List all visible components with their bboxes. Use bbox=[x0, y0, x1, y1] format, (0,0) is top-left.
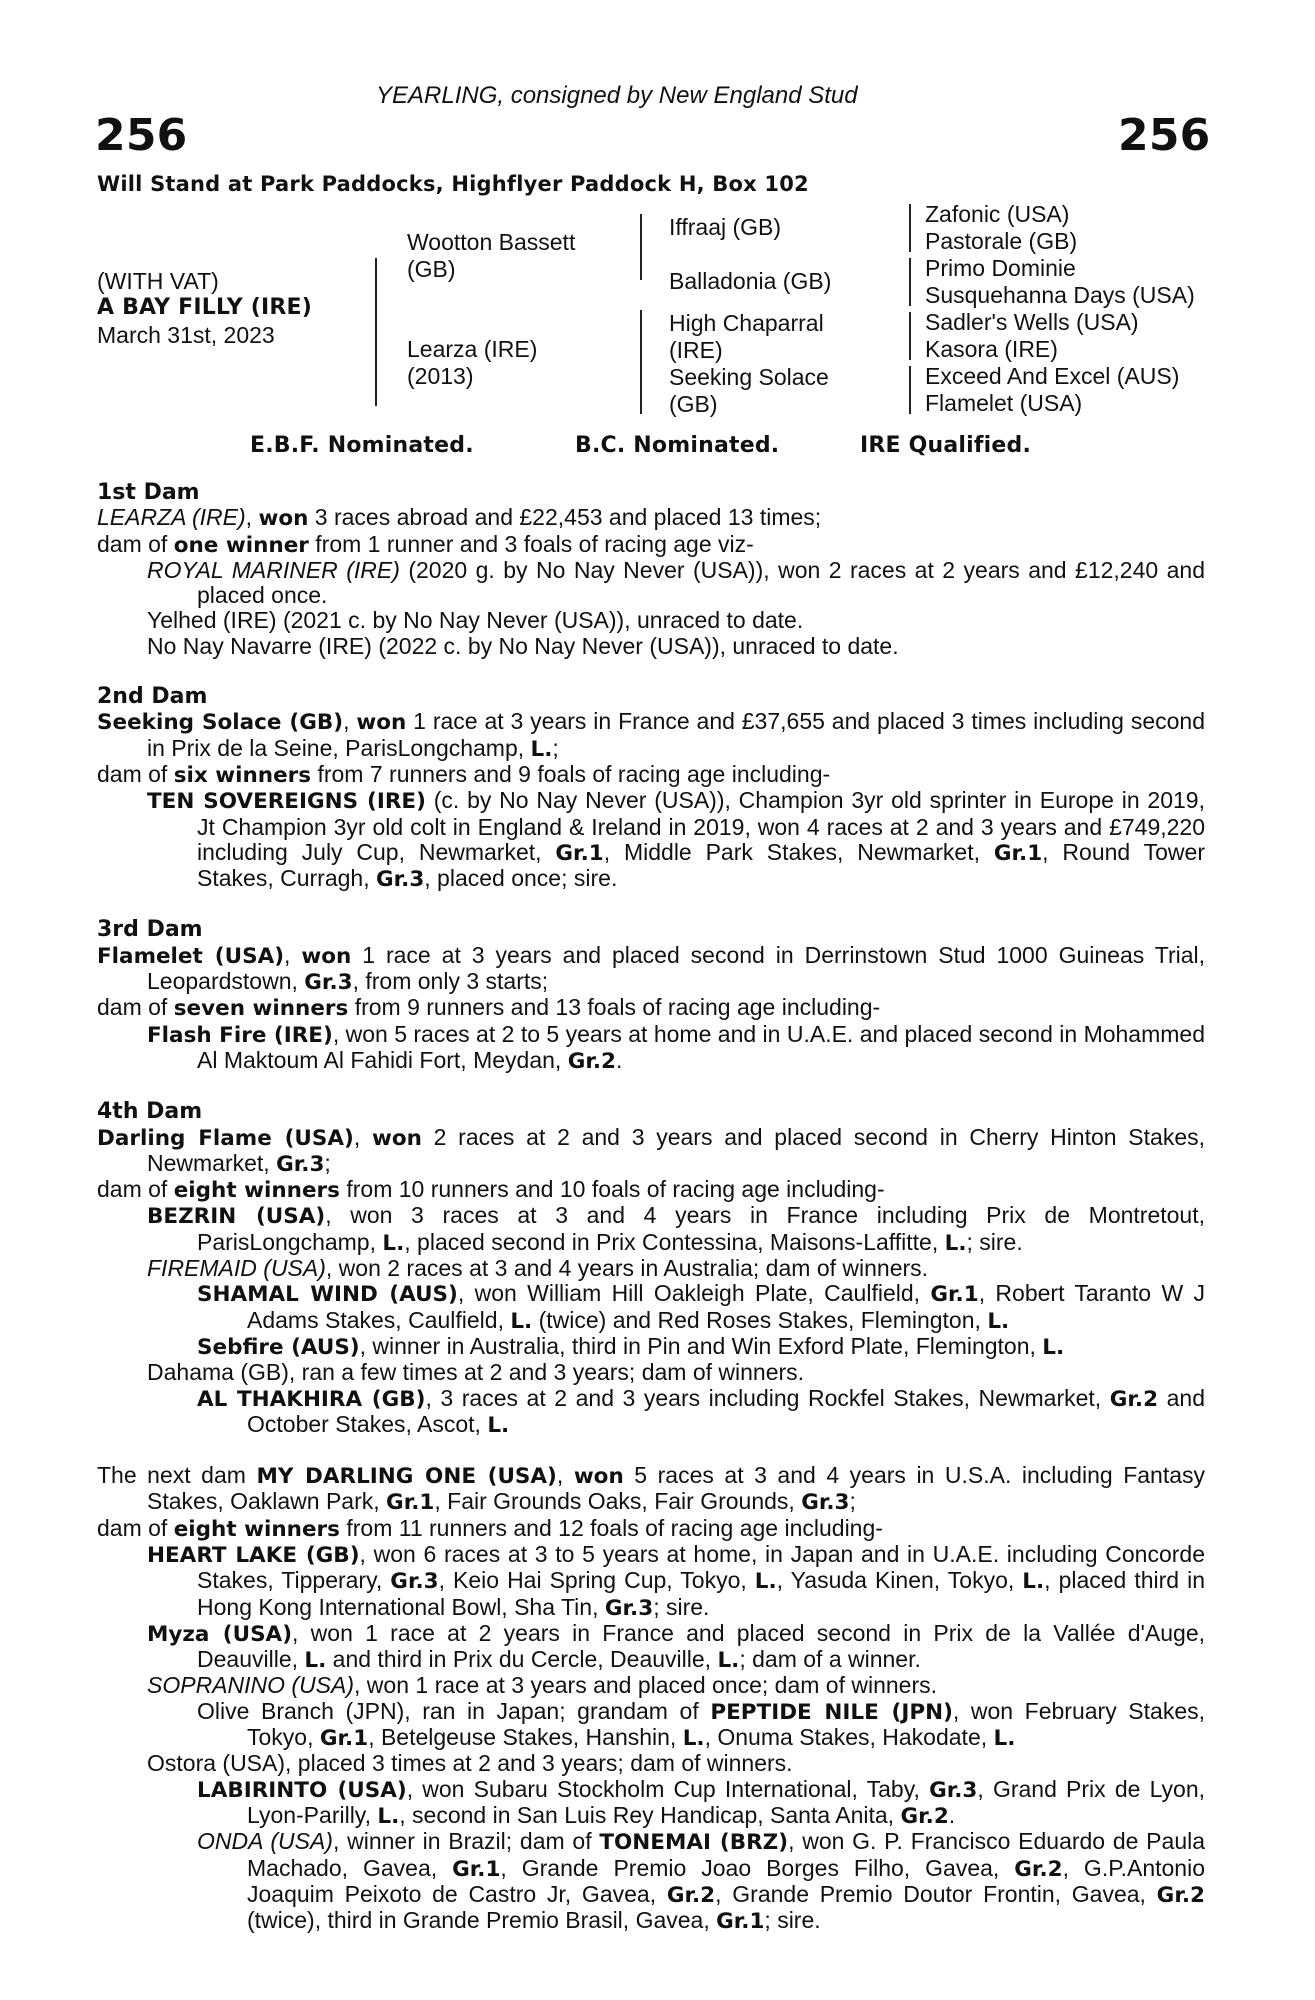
vat-note: (WITH VAT) bbox=[97, 268, 219, 294]
fourth-dam-produce-summary: dam of eight winners from 10 runners and 10 foals of racing age including- bbox=[97, 1176, 885, 1204]
pedigree-brace-1 bbox=[909, 204, 911, 252]
third-dam-produce-summary: dam of seven winners from 9 runners and 13 foals of racing age including- bbox=[97, 994, 881, 1022]
list-item: Sebfire (AUS), winner in Australia, third in Pin and Win Exford Plate, Flemington, L. bbox=[197, 1332, 1065, 1360]
list-item: SOPRANINO (USA), won 1 race at 3 years and placed once; dam of winners. bbox=[147, 1672, 938, 1699]
bc-nomination: B.C. Nominated. bbox=[575, 433, 780, 458]
list-item: BEZRIN (USA), won 3 races at 3 and 4 years in France including Prix de Montretout, ParisLongchamp, L., placed second in Prix Contessina, Maisons-Laffitte, L.; sire. bbox=[147, 1202, 1205, 1256]
list-item: ROYAL MARINER (IRE) (2020 g. by No Nay Never (USA)), won 2 races at 2 years and £12,240 and placed once. bbox=[147, 556, 1205, 609]
lot-number-left: 256 bbox=[95, 110, 188, 161]
pedigree-sire-sire: Iffraaj (GB) bbox=[669, 214, 782, 240]
pedigree-brace-dam bbox=[640, 310, 642, 414]
list-item: AL THAKHIRA (GB), 3 races at 2 and 3 years including Rockfel Stakes, Newmarket, Gr.2 and October Stakes, Ascot, L. bbox=[197, 1384, 1205, 1438]
list-item: ONDA (USA), winner in Brazil; dam of TONEMAI (BRZ), won G. P. Francisco Eduardo de Paula Machado, Gavea, Gr.1, Grande Premio Joao Borges Filho, Gavea, Gr.2, G.P.Antonio Joaquim Peixoto de Castro Jr, Gavea, Gr.2, Grande Premio Doutor Frontin, Gavea, Gr.2 (twice), third in Grande Premio Brasil, Gavea, Gr.1; sire. bbox=[197, 1828, 1206, 1935]
pedigree-brace-4 bbox=[909, 366, 911, 414]
fourth-dam-record: Darling Flame (USA), won 2 races at 2 and 3 years and placed second in Cherry Hinton Stakes, Newmarket, Gr.3; bbox=[97, 1123, 1206, 1177]
pedigree-sdd: Susquehanna Days (USA) bbox=[925, 282, 1195, 308]
list-item: Yelhed (IRE) (2021 c. by No Nay Never (USA)), unraced to date. bbox=[147, 607, 804, 634]
list-item: SHAMAL WIND (AUS), won William Hill Oakleigh Plate, Caulfield, Gr.1, Robert Taranto W J Adams Stakes, Caulfield, L. (twice) and Red Roses Stakes, Flemington, L. bbox=[197, 1280, 1205, 1334]
list-item: Olive Branch (JPN), ran in Japan; grandam of PEPTIDE NILE (JPN), won February Stakes, Tokyo, Gr.1, Betelgeuse Stakes, Hanshin, L., Onuma Stakes, Hakodate, L. bbox=[197, 1697, 1206, 1752]
second-dam-section bbox=[97, 684, 1205, 892]
pedigree-sire: Wootton Bassett (GB) bbox=[407, 229, 576, 282]
next-dam-produce-summary: dam of eight winners from 11 runners and 12 foals of racing age including- bbox=[97, 1514, 883, 1542]
list-item: Flash Fire (IRE), won 5 races at 2 to 5 years at home and in U.A.E. and placed second in Mohammed Al Maktoum Al Fahidi Fort, Meydan, Gr.2. bbox=[147, 1020, 1205, 1074]
ebf-nomination: E.B.F. Nominated. bbox=[250, 433, 474, 458]
next-dam-section bbox=[97, 1463, 1205, 1934]
pedigree-ddd: Flamelet (USA) bbox=[925, 390, 1083, 416]
lot-name: A BAY FILLY (IRE) bbox=[97, 295, 313, 320]
list-item: TEN SOVEREIGNS (IRE) (c. by No Nay Never (USA)), Champion 3yr old sprinter in Europe in 2019, Jt Champion 3yr old colt in England & Ireland in 2019, won 4 races at 2 and 3 years and £749,220 including July Cup, Newmarket, Gr.1, Middle Park Stakes, Newmarket, Gr.1, Round Tower Stakes, Curragh, Gr.3, placed once; sire. bbox=[147, 787, 1205, 893]
ire-qualified: IRE Qualified. bbox=[860, 433, 1032, 458]
first-dam-heading: 1st Dam bbox=[97, 480, 200, 505]
pedigree-dds: Exceed And Excel (AUS) bbox=[925, 363, 1180, 389]
second-dam-record: Seeking Solace (GB), won 1 race at 3 years in France and £37,655 and placed 3 times including second in Prix de la Seine, ParisLongchamp, L.; bbox=[97, 708, 1205, 762]
lot-number-right: 256 bbox=[1118, 110, 1211, 161]
list-item: Ostora (USA), placed 3 times at 2 and 3 years; dam of winners. bbox=[147, 1750, 793, 1777]
list-item: Dahama (GB), ran a few times at 2 and 3 years; dam of winners. bbox=[147, 1359, 805, 1386]
pedigree-sire-dam: Balladonia (GB) bbox=[669, 268, 832, 294]
pedigree-dss: Sadler's Wells (USA) bbox=[925, 309, 1139, 335]
foaling-date: March 31st, 2023 bbox=[97, 322, 275, 348]
catalogue-body bbox=[97, 480, 1205, 1959]
pedigree-brace-2 bbox=[909, 258, 911, 306]
pedigree-brace-3 bbox=[909, 312, 911, 360]
list-item: FIREMAID (USA), won 2 races at 3 and 4 years in Australia; dam of winners. bbox=[147, 1255, 929, 1282]
stand-location: Will Stand at Park Paddocks, Highflyer Paddock H, Box 102 bbox=[97, 172, 809, 196]
first-dam-record: LEARZA (IRE), won 3 races abroad and £22,453 and placed 13 times; bbox=[97, 504, 822, 532]
pedigree-brace-sire bbox=[640, 214, 642, 280]
fourth-dam-heading: 4th Dam bbox=[97, 1099, 203, 1125]
first-dam-section bbox=[97, 480, 1205, 659]
pedigree-brace-main bbox=[375, 258, 377, 406]
consignment-line: YEARLING, consigned by New England Stud bbox=[376, 82, 858, 109]
first-dam-produce-summary: dam of one winner from 1 runner and 3 foals of racing age viz- bbox=[97, 530, 754, 558]
second-dam-heading: 2nd Dam bbox=[97, 684, 208, 710]
pedigree-sss: Zafonic (USA) bbox=[925, 201, 1070, 227]
next-dam-record: The next dam MY DARLING ONE (USA), won 5 races at 3 and 4 years in U.S.A. including Fantasy Stakes, Oaklawn Park, Gr.1, Fair Grounds Oaks, Fair Grounds, Gr.3; bbox=[97, 1462, 1206, 1516]
pedigree-sds: Primo Dominie bbox=[925, 255, 1076, 281]
third-dam-record: Flamelet (USA), won 1 race at 3 years and placed second in Derrinstown Stud 1000 Guineas Trial, Leopardstown, Gr.3, from only 3 starts; bbox=[97, 941, 1206, 996]
list-item: Myza (USA), won 1 race at 2 years in France and placed second in Prix de la Vallée d'Auge, Deauville, L. and third in Prix du Cercle, Deauville, L.; dam of a winner. bbox=[147, 1619, 1206, 1674]
fourth-dam-section bbox=[97, 1099, 1205, 1438]
list-item: HEART LAKE (GB), won 6 races at 3 to 5 years at home, in Japan and in U.A.E. including Concorde Stakes, Tipperary, Gr.3, Keio Hai Spring Cup, Tokyo, L., Yasuda Kinen, Tokyo, L., placed third in Hong Kong International Bowl, Sha Tin, Gr.3; sire. bbox=[147, 1540, 1206, 1621]
third-dam-section bbox=[97, 917, 1205, 1074]
second-dam-produce-summary: dam of six winners from 7 runners and 9 foals of racing age including- bbox=[97, 760, 831, 788]
list-item: No Nay Navarre (IRE) (2022 c. by No Nay Never (USA)), unraced to date. bbox=[147, 632, 899, 659]
pedigree-dam: Learza (IRE) (2013) bbox=[407, 336, 538, 389]
pedigree-dsd: Kasora (IRE) bbox=[925, 336, 1058, 362]
list-item: LABIRINTO (USA), won Subaru Stockholm Cup International, Taby, Gr.3, Grand Prix de Lyon, Lyon-Parilly, L., second in San Luis Rey Handicap, Santa Anita, Gr.2. bbox=[197, 1775, 1205, 1829]
third-dam-heading: 3rd Dam bbox=[97, 917, 203, 943]
pedigree-dam-sire: High Chaparral (IRE) bbox=[669, 310, 824, 363]
pedigree-ssd: Pastorale (GB) bbox=[925, 228, 1078, 254]
pedigree-dam-dam: Seeking Solace (GB) bbox=[669, 364, 829, 417]
